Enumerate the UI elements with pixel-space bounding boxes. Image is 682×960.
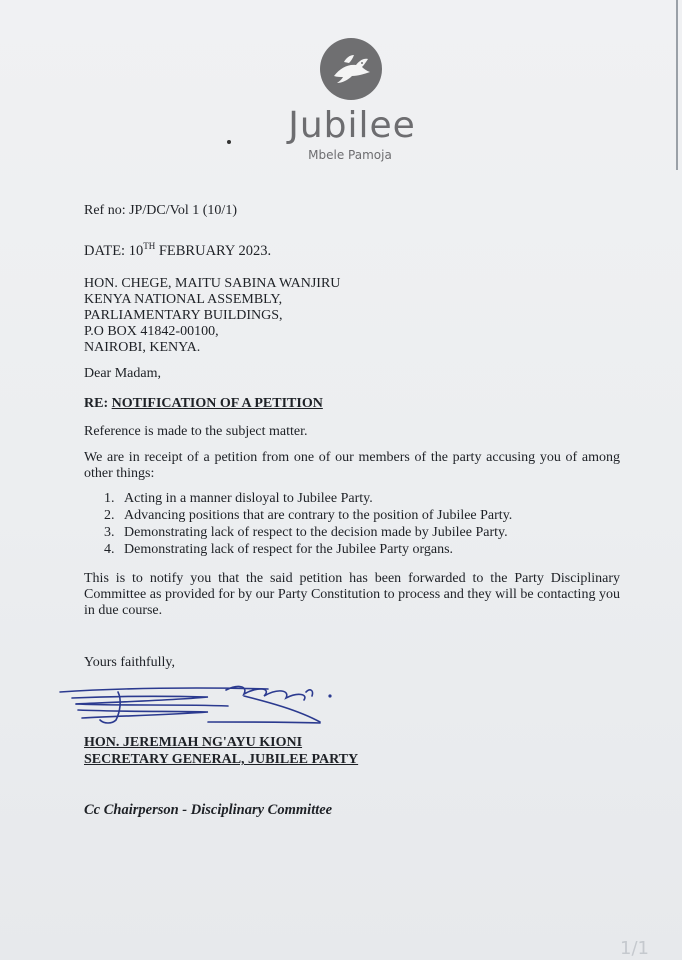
list-text: Demonstrating lack of respect to the decision made by Jubilee Party. <box>124 525 508 540</box>
address-line: P.O BOX 41842-00100, <box>84 324 219 339</box>
list-item <box>104 507 512 524</box>
reference-number: Ref no: JP/DC/Vol 1 (10/1) <box>84 203 237 218</box>
address-line: PARLIAMENTARY BUILDINGS, <box>84 308 283 323</box>
signatory-title: SECRETARY GENERAL, JUBILEE PARTY <box>84 752 359 767</box>
signature-scribble <box>58 682 348 730</box>
list-item <box>104 541 512 558</box>
list-text: Acting in a manner disloyal to Jubilee Party. <box>124 491 373 506</box>
body-paragraph: This is to notify you that the said petition has been forwarded to the Party Disciplinary Committee as provided for by our Party Constitution to process and they will be contacting you in due course. <box>84 571 620 618</box>
date-ordinal: TH <box>143 241 156 252</box>
dove-icon <box>320 38 382 100</box>
address-line: NAIROBI, KENYA. <box>84 340 201 355</box>
carbon-copy-line: Cc Chairperson - Disciplinary Committee <box>84 802 333 818</box>
body-paragraph: Reference is made to the subject matter. <box>84 424 308 439</box>
subject-text: NOTIFICATION OF A PETITION <box>111 396 323 411</box>
ink-dot <box>227 140 231 144</box>
subject-label: RE: <box>84 396 109 411</box>
date-prefix: DATE: 10 <box>84 243 144 259</box>
address-line: HON. CHEGE, MAITU SABINA WANJIRU <box>84 276 341 291</box>
closing: Yours faithfully, <box>84 655 176 670</box>
page-indicator: 1/1 <box>620 938 649 959</box>
list-item <box>104 524 512 541</box>
salutation: Dear Madam, <box>84 366 161 381</box>
signatory-name: HON. JEREMIAH NG'AYU KIONI <box>84 735 303 750</box>
page-edge-divider <box>676 0 678 170</box>
list-text: Advancing positions that are contrary to the position of Jubilee Party. <box>124 508 513 523</box>
list-text: Demonstrating lack of respect for the Jubilee Party organs. <box>124 542 454 557</box>
accusation-list <box>104 490 512 558</box>
list-item <box>104 490 512 507</box>
list-number: 2. <box>104 508 115 523</box>
subject-line <box>84 396 323 412</box>
list-number: 1. <box>104 491 115 506</box>
address-line: KENYA NATIONAL ASSEMBLY, <box>84 292 283 307</box>
list-number: 3. <box>104 525 115 540</box>
brand-name: Jubilee <box>288 105 416 146</box>
jubilee-logo <box>320 38 382 100</box>
body-paragraph: We are in receipt of a petition from one of our members of the party accusing you of among other things: <box>84 450 620 481</box>
list-number: 4. <box>104 542 115 557</box>
recipient-address <box>84 276 340 356</box>
letter-date <box>84 243 271 259</box>
date-suffix: FEBRUARY 2023. <box>155 243 272 259</box>
brand-tagline: Mbele Pamoja <box>308 148 392 162</box>
signatory-block <box>84 734 358 768</box>
